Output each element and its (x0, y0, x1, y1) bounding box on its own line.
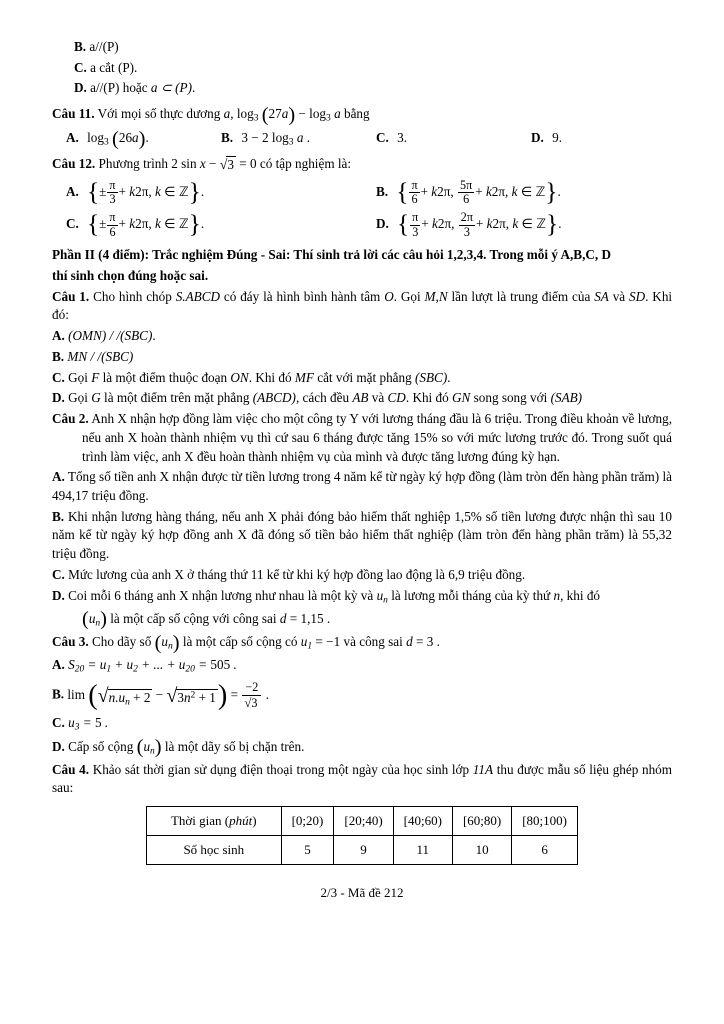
c3-option-c[interactable] (52, 714, 672, 735)
option-label: B. (52, 508, 65, 524)
option-label: C. (74, 59, 87, 75)
option-text: là một điểm thuộc đoạn (102, 369, 228, 385)
option-c[interactable]: C. 3. (376, 130, 408, 146)
question-label: Câu 12. (52, 156, 96, 171)
c2-option-a[interactable] (22, 468, 672, 505)
question-12-options-row1 (52, 179, 672, 207)
option-label: C. (52, 566, 65, 582)
option-label: C. (52, 715, 65, 731)
option-math: 9 (552, 130, 559, 146)
question-stem: Phương trình (98, 156, 168, 171)
table-cell: [40;60) (393, 807, 452, 836)
math-symbol: M (424, 288, 436, 304)
table-row-header: Thời gian (phút) (146, 807, 281, 836)
option-label: C. (52, 369, 65, 385)
option-d-prev: D. a//(P) hoặc a ⊂ (P). (74, 80, 196, 96)
math-var-a: a (223, 106, 231, 122)
c2-option-b[interactable] (52, 508, 672, 564)
c1-option-c[interactable]: C. Gọi F là một điểm thuộc đoạn ON. Khi đó MF cắt với mặt phẳng (SBC). (52, 369, 451, 385)
option-label: A. (52, 657, 65, 673)
option-text: là lương mỗi tháng của kỳ thứ (391, 587, 551, 603)
math-symbol: S.ABCD (175, 288, 221, 304)
option-math: $\log_3 (26a)$. (87, 127, 149, 150)
part2-question-4 (52, 761, 672, 798)
option-label: A. (52, 469, 65, 485)
math-symbol: d (279, 610, 287, 626)
table-cell: 9 (334, 836, 393, 865)
option-label: C. (66, 216, 79, 232)
math-symbol: SD (629, 288, 646, 304)
option-a[interactable] (52, 127, 207, 150)
option-text: a//(P) (89, 39, 119, 54)
c3-option-d[interactable] (52, 738, 672, 759)
option-text: Cấp số cộng (68, 738, 134, 754)
option-math: $S_{20} = u_1 + u_2$ + ... + $u_{20} = 505$ . (68, 657, 237, 675)
option-math: { $\frac{\pi}{3}$ + k2π, $\frac{2\pi}{3}$ + k2π, k ∈ ℤ}. (397, 210, 562, 239)
option-text: Gọi (68, 390, 88, 406)
table-row (146, 807, 577, 836)
option-label: B. (221, 130, 234, 146)
math-symbol: (SAB) (550, 390, 583, 406)
option-text: . Khi đó (405, 390, 449, 406)
frequency-table-wrap (52, 806, 672, 865)
question-stem: lần lượt là trung điểm của (451, 288, 591, 304)
option-math: {± $\frac{\pi}{3}$ + k2π, k ∈ ℤ}. (87, 177, 205, 207)
question-12 (52, 155, 672, 175)
option-d[interactable]: D. 9. (531, 130, 563, 146)
math-symbol: 11A (472, 761, 494, 777)
part2-heading-line2: thí sinh chọn đúng hoặc sai. (52, 267, 209, 283)
option-label: B. (52, 348, 65, 364)
table-cell: [0;20) (281, 807, 334, 836)
option-label: D. (52, 390, 65, 406)
math-symbol: CD (387, 390, 406, 406)
option-text: cắt với mặt phẳng (317, 369, 412, 385)
math-symbol: SA (594, 288, 609, 304)
question-stem-tail: bằng (343, 106, 370, 122)
option-d[interactable] (362, 211, 672, 239)
question-stem: thu được mẫu số liệu (496, 761, 610, 777)
option-label: B. (376, 183, 389, 199)
c1-option-a[interactable]: A. (OMN) / /(SBC). (52, 328, 156, 344)
math-symbol: ON (230, 369, 249, 385)
option-label: D. (376, 216, 389, 232)
option-math: {± $\frac{\pi}{6}$ + k2π, k ∈ ℤ}. (87, 210, 205, 239)
table-cell: [80;100) (512, 807, 578, 836)
option-text: , khi đó (560, 587, 601, 603)
math-equation: 2 sin x − √3 = 0 (171, 156, 260, 173)
option-b-prev (52, 38, 672, 57)
option-label: D. (74, 80, 87, 96)
option-text: Mức lương của anh X ở tháng thứ 11 kể từ khi ký hợp đồng lao động là 6,9 triệu đồng. (68, 566, 526, 582)
table-cell: 6 (512, 836, 578, 865)
question-stem: Khảo sát thời gian sử dụng điện thoại trong một ngày của học sinh lớp (92, 761, 470, 777)
option-text: Coi mỗi 6 tháng anh X nhận lương như nhau là một kỳ và (68, 587, 374, 603)
table-cell: [60;80) (452, 807, 511, 836)
option-label: D. (52, 587, 65, 603)
table-cell: 11 (393, 836, 452, 865)
question-stem: là một cấp số cộng có (182, 633, 298, 649)
question-stem: Với mọi số thực dương (97, 106, 221, 122)
table-cell: 10 (452, 836, 511, 865)
option-math: $u_3 = 5$ . (68, 715, 109, 734)
option-math: (OMN) / /(SBC) (68, 328, 153, 344)
math-symbol: n (553, 587, 561, 603)
math-symbol: d (406, 633, 413, 649)
option-text: song song với (473, 390, 548, 406)
math-symbol: GN (452, 390, 471, 406)
option-text: và (371, 390, 385, 406)
question-label: Câu 11. (52, 106, 95, 122)
math-expr-log: $\log_3 (27a) - \log_3 a$ (236, 103, 341, 126)
option-text: là một dãy số bị chặn trên. (164, 738, 305, 754)
question-11-options (52, 127, 672, 150)
math-expr: a ⊂ (P) (150, 80, 192, 96)
math-symbol: (SBC) (415, 369, 448, 385)
c1-option-d[interactable] (52, 389, 672, 408)
option-b[interactable] (207, 130, 362, 148)
c1-option-b[interactable] (52, 348, 672, 367)
math-symbol: G (91, 390, 101, 406)
math-symbol: (ABCD) (252, 390, 296, 406)
option-text: Gọi (68, 369, 88, 385)
option-c[interactable] (52, 211, 362, 239)
option-label: A. (66, 130, 79, 146)
option-label: B. (74, 39, 87, 54)
question-stem: và (612, 288, 626, 304)
part2-question-1: Câu 1. Cho hình chóp S.ABCD có đáy là hình bình hành tâm O. Gọi M,N lần lượt là trung điểm của SA và SD. Khi đó: (52, 288, 673, 323)
table-cell: 5 (281, 836, 334, 865)
math-symbol: $u_1$ (300, 633, 313, 652)
math-sequence: $(u_n)$ (136, 736, 162, 759)
question-label: Câu 1. (52, 288, 90, 304)
math-symbol: MF (294, 369, 314, 385)
c3-option-b[interactable] (52, 681, 672, 710)
question-stem: . Gọi (393, 288, 421, 304)
option-a[interactable] (52, 179, 362, 207)
question-stem: ghép nhóm sau: (52, 761, 673, 796)
math-symbol: F (91, 369, 100, 385)
c2-option-d[interactable] (52, 587, 672, 608)
question-stem: Cho dãy số (91, 633, 152, 649)
question-label: Câu 4. (52, 761, 90, 777)
option-label: A. (66, 183, 79, 199)
part2-question-2 (52, 410, 672, 466)
option-math: { $\frac{\pi}{6}$ + k2π, $\frac{5\pi}{6}$ + k2π, k ∈ ℤ}. (396, 177, 561, 207)
c2-option-d-cont: $(u_n)$ là một cấp số cộng với công sai d = 1,15 . (82, 608, 331, 631)
option-label: D. (52, 738, 65, 754)
frequency-table (146, 806, 578, 865)
table-cell: [20;40) (334, 807, 393, 836)
question-11: Câu 11. Với mọi số thực dương a, $\log_3 (27a) - \log_3 a$ bằng (52, 103, 370, 126)
option-text: , cách đều (295, 390, 350, 406)
c3-option-a[interactable] (52, 656, 672, 677)
c2-option-c[interactable] (52, 566, 672, 585)
option-math: MN / /(SBC) (67, 348, 134, 364)
option-math: $\lim (√n.u_n + 2 - √3n^2 + 1)$ = $\frac{-2}{√3}$ . (67, 680, 270, 712)
option-c-prev (52, 59, 672, 78)
question-stem: và công sai (343, 633, 403, 649)
question-stem: . Khi đó: (52, 288, 673, 323)
option-label: D. (531, 130, 544, 146)
math-sequence: $(u_n)$ (154, 631, 180, 654)
table-row (146, 836, 577, 865)
part2-question-3: Câu 3. Cho dãy số $(u_n)$ là một cấp số cộng có $u_1 = -1$ và công sai d = 3 . (52, 631, 440, 654)
math-sequence: $(u_n)$ (82, 608, 107, 631)
option-text: Tổng số tiền anh X nhận được từ tiền lương trong 4 năm kể từ ngày ký hợp đồng (làm tròn đến hàng phần trăm) là 494,17 triệu đồng. (52, 469, 672, 504)
math-symbol: $u_n$ (376, 587, 388, 606)
question-label: Câu 2. (52, 411, 89, 427)
page-footer: 2/3 - Mã đề 212 (320, 885, 404, 901)
option-text: . Khi đó (248, 369, 292, 385)
table-row-header: Số học sinh (146, 836, 281, 865)
option-text: Khi nhận lương hàng tháng, nếu anh X phải đóng bảo hiểm thất nghiệp 1,5% số tiền lương được nhận thì sau 10 năm kể từ ngày ký hợp đồng anh X đã đóng số tiền bảo hiểm thất nghiệp (làm tròn đến hàng phần trăm) là 55,32 triệu đồng. (52, 508, 672, 562)
option-text: là một cấp số cộng với công sai (110, 610, 277, 626)
option-b[interactable] (362, 179, 672, 207)
question-label: Câu 3. (52, 633, 89, 649)
question-stem: Anh X nhận hợp đồng làm việc cho một công ty Y với lương tháng đầu là 6 triệu. Trong điều khoản về lương, nếu anh X hoàn thành nhiệm vụ thì cứ sau 6 tháng được tăng 15% so với mức lương trước đó. Trong suốt quá trình làm việc, anh X đều hoàn thành nhiệm vụ của mình và được tăng lương đúng kỳ hạn. (82, 411, 672, 464)
option-text: a//(P) hoặc (90, 80, 148, 96)
option-text: a cắt (P). (90, 59, 138, 75)
part2-heading-line1: Phần II (4 điểm): Trắc nghiệm Đúng - Sai: Thí sinh trả lời các câu hỏi 1,2,3,4. Trong mỗi ý A,B,C, D (52, 247, 612, 263)
option-label: B. (52, 686, 65, 702)
question-stem-tail: có tập nghiệm là: (259, 156, 352, 171)
question-stem: có đáy là hình bình hành tâm (223, 288, 381, 304)
question-12-options-row2 (52, 211, 672, 239)
option-text: là một điểm trên mặt phẳng (104, 390, 250, 406)
math-symbol: AB (352, 390, 369, 406)
option-label: C. (376, 130, 389, 146)
math-symbol: O (384, 288, 394, 304)
option-label: A. (52, 328, 65, 344)
option-math: 3 − 2 $\log_3 a$ . (241, 130, 310, 148)
option-math: 3 (397, 130, 404, 146)
math-symbol: N (438, 288, 448, 304)
question-stem: Cho hình chóp (93, 288, 172, 304)
